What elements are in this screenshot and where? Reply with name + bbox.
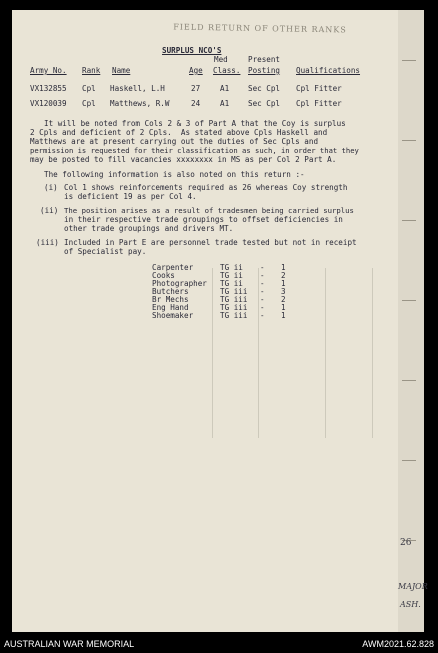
table-cell: Cpl xyxy=(82,99,96,108)
item-line: is deficient 19 as per Col 4. xyxy=(64,192,197,201)
trade-dash: - xyxy=(260,263,265,272)
margin-rule xyxy=(402,300,416,301)
trade-dash: - xyxy=(260,303,265,312)
trade-name: Butchers xyxy=(152,287,189,296)
trade-count: 3 xyxy=(281,287,286,296)
body-intro: The following information is also noted on this return :- xyxy=(44,170,305,179)
footer-record-id: AWM2021.62.828 xyxy=(362,639,434,649)
table-cell: VX132855 xyxy=(30,84,67,93)
form-column-rule xyxy=(212,268,213,438)
col-header-rank: Rank xyxy=(82,66,101,75)
trade-grade: TG ii xyxy=(220,279,243,288)
form-column-rule xyxy=(258,268,259,438)
document-page xyxy=(12,10,424,632)
section-title: SURPLUS NCO'S xyxy=(162,46,222,55)
col-header-posting-top: Present xyxy=(248,55,281,64)
form-heading: FIELD RETURN OF OTHER RANKS xyxy=(173,22,347,35)
col-header-name: Name xyxy=(112,66,131,75)
form-column-rule xyxy=(372,268,373,438)
margin-rule xyxy=(402,220,416,221)
trade-dash: - xyxy=(260,271,265,280)
table-cell: 27 xyxy=(191,84,201,93)
trade-grade: TG ii xyxy=(220,263,243,272)
col-header-posting: Posting xyxy=(248,66,281,75)
handwritten-note: MAJOR xyxy=(398,582,428,591)
trade-count: 2 xyxy=(281,295,286,304)
trade-name: Shoemaker xyxy=(152,311,194,320)
trade-count: 1 xyxy=(281,303,286,312)
item-line: Col 1 shows reinforcements required as 26 whereas Coy strength xyxy=(64,183,348,192)
margin-rule xyxy=(402,460,416,461)
item-line: Included in Part E are personnel trade tested but not in receipt xyxy=(64,238,357,247)
trade-grade: TG iii xyxy=(220,311,248,320)
item-number: (i) xyxy=(44,183,58,192)
trade-dash: - xyxy=(260,295,265,304)
trade-count: 1 xyxy=(281,311,286,320)
body-line: 2 Cpls and deficient of 2 Cpls. As stated above Cpls Haskell and xyxy=(30,128,328,137)
margin-rule xyxy=(402,60,416,61)
trade-grade: TG iii xyxy=(220,287,248,296)
trade-grade: TG iii xyxy=(220,295,248,304)
table-cell: A1 xyxy=(220,84,230,93)
trade-dash: - xyxy=(260,311,265,320)
item-line: in their respective trade groupings to offset deficiencies in xyxy=(64,215,343,224)
body-line: Matthews are at present carrying out the duties of Sec Cpls and xyxy=(30,137,319,146)
col-header-age: Age xyxy=(189,66,203,75)
col-header-med-class: Class. xyxy=(213,66,241,75)
trade-name: Carpenter xyxy=(152,263,194,272)
trade-name: Eng Hand xyxy=(152,303,189,312)
trade-dash: - xyxy=(260,279,265,288)
body-line: It will be noted from Cols 2 & 3 of Part A that the Coy is surplus xyxy=(44,119,346,128)
footer-institution: AUSTRALIAN WAR MEMORIAL xyxy=(4,639,135,649)
table-cell: Sec Cpl xyxy=(248,84,281,93)
form-column-rule xyxy=(325,268,326,438)
page-number: 26 xyxy=(400,538,412,548)
item-line: other trade groupings and drivers MT. xyxy=(64,224,234,233)
table-cell: Cpl xyxy=(82,84,96,93)
trade-name: Cooks xyxy=(152,271,175,280)
margin-rule xyxy=(402,140,416,141)
table-cell: Sec Cpl xyxy=(248,99,281,108)
col-header-qualifications: Qualifications xyxy=(296,66,361,75)
item-line: The position arises as a result of tradesmen being carried surplus xyxy=(64,206,354,215)
trade-count: 2 xyxy=(281,271,286,280)
col-header-med-top: Med xyxy=(214,55,228,64)
trade-dash: - xyxy=(260,287,265,296)
trade-grade: TG iii xyxy=(220,303,248,312)
item-number: (ii) xyxy=(40,206,59,215)
table-cell: Cpl Fitter xyxy=(296,99,342,108)
trade-name: Br Mechs xyxy=(152,295,189,304)
table-cell: Haskell, L.H xyxy=(110,84,165,93)
body-line: may be posted to fill vacancies xxxxxxxx in MS as per Col 2 Part A. xyxy=(30,155,337,164)
item-line: of Specialist pay. xyxy=(64,247,147,256)
trade-grade: TG ii xyxy=(220,271,243,280)
col-header-army-no: Army No. xyxy=(30,66,67,75)
trade-name: Photographer xyxy=(152,279,207,288)
table-cell: A1 xyxy=(220,99,230,108)
table-cell: Matthews, R.W xyxy=(110,99,170,108)
trade-count: 1 xyxy=(281,279,286,288)
table-cell: Cpl Fitter xyxy=(296,84,342,93)
table-cell: VX120039 xyxy=(30,99,67,108)
margin-rule xyxy=(402,380,416,381)
item-number: (iii) xyxy=(36,238,59,247)
table-cell: 24 xyxy=(191,99,201,108)
trade-count: 1 xyxy=(281,263,286,272)
body-line: permission is requested for their classification as such, in order that they xyxy=(30,146,359,155)
handwritten-note: ASH. xyxy=(400,600,421,609)
